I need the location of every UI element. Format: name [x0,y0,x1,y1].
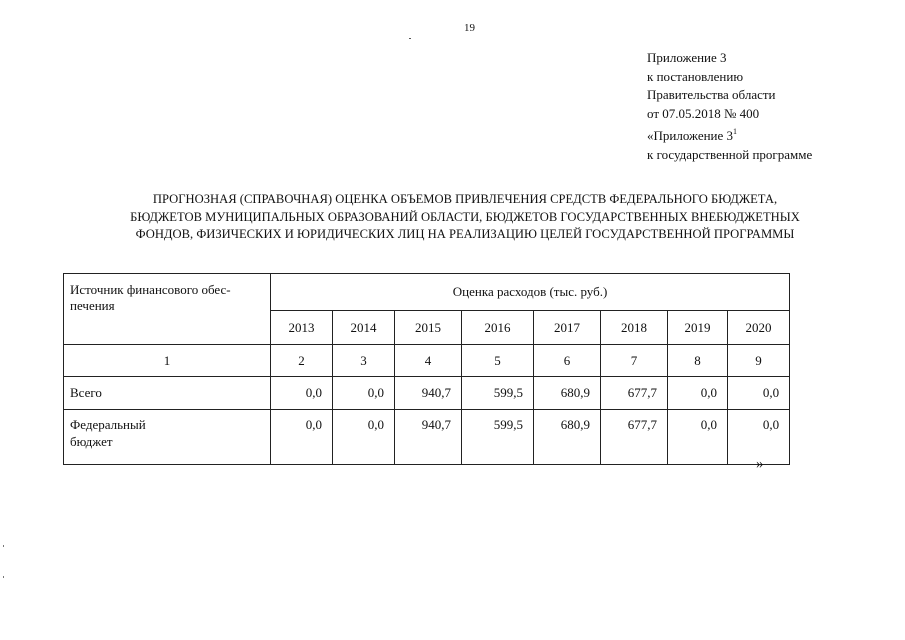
source-column-header [64,274,271,345]
row-label-line: бюджет [70,434,113,449]
column-number: 4 [395,345,462,377]
appendix-ref-superscript: 1 [733,127,738,136]
column-number: 1 [64,345,271,377]
value-cell: 599,5 [462,410,534,465]
page-number: 19 [464,22,475,34]
column-number: 8 [668,345,728,377]
header-text: печения [70,298,115,313]
year-header: 2019 [668,311,728,345]
column-number: 2 [271,345,333,377]
closing-quote: » [756,456,764,472]
header-text: Источник финансового обес- [70,282,231,297]
column-numbers-row [64,345,790,377]
year-header: 2018 [601,311,668,345]
value-cell: 680,9 [534,377,601,410]
scan-edge-mark [3,576,4,578]
column-number: 9 [728,345,790,377]
scan-speck [409,38,411,39]
appendix-line: к государственной программе [647,146,813,162]
appendix-date-line: от 07.05.2018 № 400 [647,105,760,121]
value-cell: 0,0 [728,410,790,465]
appendix-line: Приложение 3 [647,50,727,65]
value-cell: 940,7 [395,377,462,410]
year-header: 2017 [534,311,601,345]
row-label-line: Федеральный [70,417,146,432]
row-label [64,410,271,465]
title-line: ФОНДОВ, ФИЗИЧЕСКИХ И ЮРИДИЧЕСКИХ ЛИЦ НА РЕАЛИЗАЦИЮ ЦЕЛЕЙ ГОСУДАРСТВЕННОЙ ПРОГРАММЫ [135,227,795,241]
value-cell: 599,5 [462,377,534,410]
value-cell: 0,0 [271,410,333,465]
value-cell: 677,7 [601,410,668,465]
value-cell: 0,0 [333,410,395,465]
appendix-line [647,123,812,146]
value-cell: 940,7 [395,410,462,465]
scan-edge-mark [3,545,4,547]
title-line: ПРОГНОЗНАЯ (СПРАВОЧНАЯ) ОЦЕНКА ОБЪЕМОВ ПРИВЛЕЧЕНИЯ СРЕДСТВ ФЕДЕРАЛЬНОГО БЮДЖЕТА, [152,192,778,206]
table-header-row [64,274,790,311]
appendix-header [647,49,812,164]
table-row-federal [64,410,790,465]
value-cell: 680,9 [534,410,601,465]
value-cell: 0,0 [271,377,333,410]
appendix-ref: «Приложение 3 [647,128,734,143]
title-line: БЮДЖЕТОВ МУНИЦИПАЛЬНЫХ ОБРАЗОВАНИЙ ОБЛАСТИ, БЮДЖЕТОВ ГОСУДАРСТВЕННЫХ ВНЕБЮДЖЕТНЫХ [130,209,800,224]
appendix-line: к постановлению [647,68,744,84]
estimate-column-header: Оценка расходов (тыс. руб.) [271,274,790,311]
value-cell: 0,0 [668,377,728,410]
row-label: Всего [64,377,271,410]
document-title [60,191,870,244]
year-header: 2014 [333,311,395,345]
year-header: 2016 [462,311,534,345]
value-cell: 0,0 [333,377,395,410]
column-number: 5 [462,345,534,377]
year-header: 2013 [271,311,333,345]
year-header: 2015 [395,311,462,345]
table-row-total [64,377,790,410]
value-cell: 0,0 [668,410,728,465]
funding-table [63,273,790,465]
column-number: 3 [333,345,395,377]
column-number: 6 [534,345,601,377]
column-number: 7 [601,345,668,377]
appendix-line: Правительства области [647,87,776,102]
value-cell: 677,7 [601,377,668,410]
value-cell: 0,0 [728,377,790,410]
year-header: 2020 [728,311,790,345]
